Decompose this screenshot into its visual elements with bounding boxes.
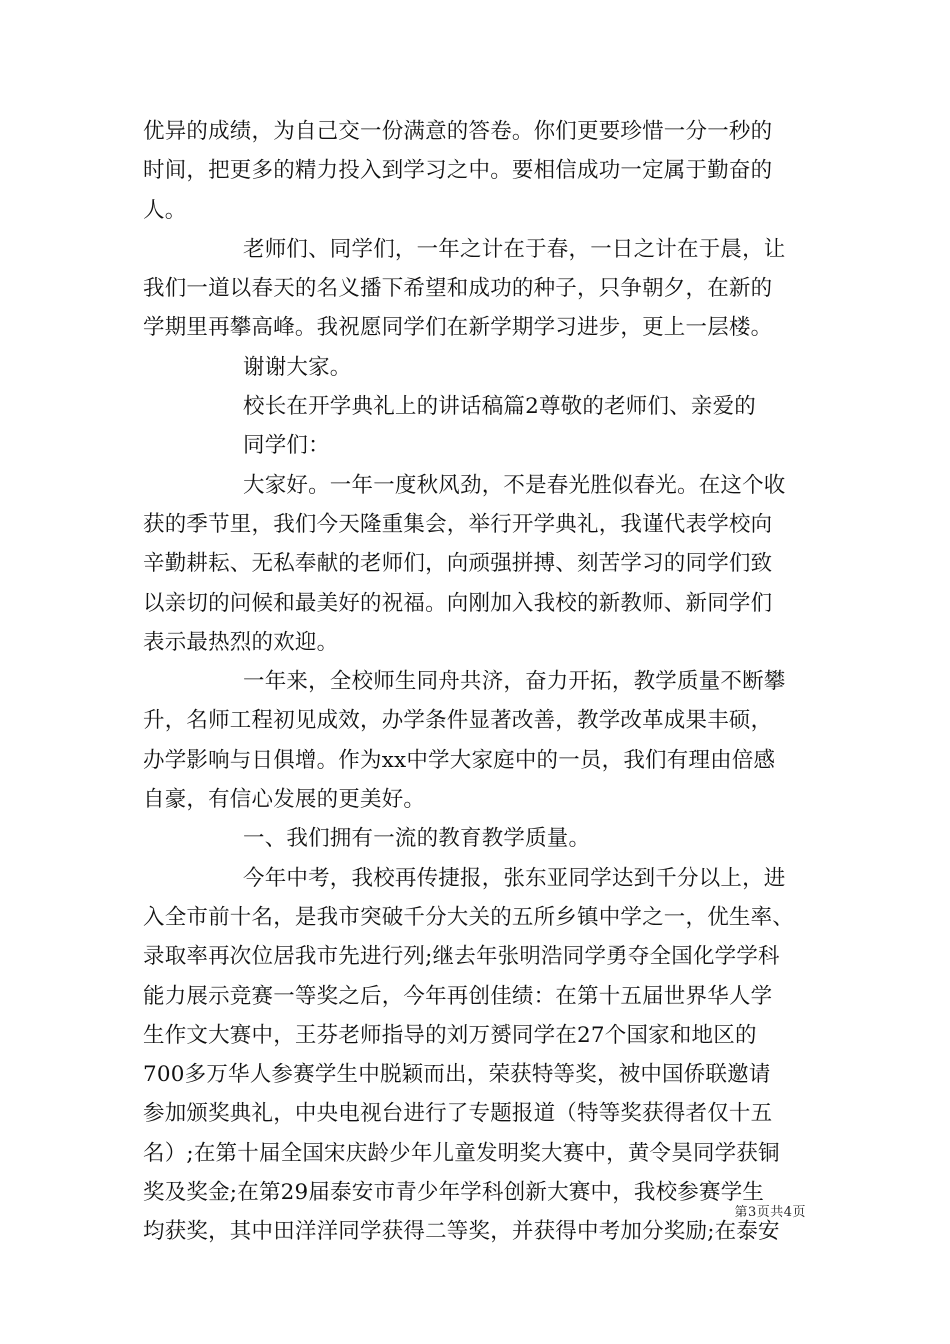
page-number: 第3页共4页 <box>734 1205 806 1220</box>
paragraph-start-line: 大家好。一年一度秋风劲，不是春光胜似春光。在这个收 <box>243 472 786 498</box>
text-line: 入全市前十名，是我市突破千分大关的五所乡镇中学之一，优生率、 <box>143 904 795 930</box>
salutation-line: 同学们： <box>243 433 330 459</box>
text-line: 学期里再攀高峰。我祝愿同学们在新学期学习进步，更上一层楼。 <box>143 315 773 341</box>
text-line: 700多万华人参赛学生中脱颖而出，荣获特等奖，被中国侨联邀请 <box>143 1062 771 1088</box>
text-line: 奖及奖金;在第29届泰安市青少年学科创新大赛中，我校参赛学生 <box>143 1180 765 1206</box>
text-line: 自豪，有信心发展的更美好。 <box>143 787 426 813</box>
text-line: 办学影响与日俱增。作为xx中学大家庭中的一员，我们有理由倍感 <box>143 747 776 773</box>
text-line: 表示最热烈的欢迎。 <box>143 629 339 655</box>
text-line: 均获奖，其中田洋洋同学获得二等奖，并获得中考加分奖励;在泰安 <box>143 1219 780 1245</box>
text-line: 生作文大赛中，王芬老师指导的刘万赟同学在27个国家和地区的 <box>143 1022 757 1048</box>
paragraph-start-line: 一年来，全校师生同舟共济，奋力开拓，教学质量不断攀 <box>243 669 786 695</box>
paragraph-start-line: 今年中考，我校再传捷报，张东亚同学达到千分以上，进 <box>243 865 786 891</box>
text-line: 名）;在第十届全国宋庆龄少年儿童发明奖大赛中，黄令昊同学获铜 <box>143 1140 780 1166</box>
text-line: 人。 <box>143 197 187 223</box>
text-line: 录取率再次位居我市先进行列;继去年张明浩同学勇夺全国化学学科 <box>143 944 780 970</box>
paragraph-start-line: 老师们、同学们，一年之计在于春，一日之计在于晨，让 <box>243 236 786 262</box>
text-line: 时间，把更多的精力投入到学习之中。要相信成功一定属于勤奋的 <box>143 158 773 184</box>
text-line: 以亲切的问候和最美好的祝福。向刚加入我校的新教师、新同学们 <box>143 590 773 616</box>
text-line: 参加颁奖典礼，中央电视台进行了专题报道（特等奖获得者仅十五 <box>143 1101 773 1127</box>
subheading-line: 一、我们拥有一流的教育教学质量。 <box>243 826 591 852</box>
text-line: 获的季节里，我们今天隆重集会，举行开学典礼，我谨代表学校向 <box>143 511 773 537</box>
text-line: 我们一道以春天的名义播下希望和成功的种子，只争朝夕，在新的 <box>143 276 773 302</box>
body-text <box>143 112 833 1252</box>
text-line: 辛勤耕耘、无私奉献的老师们，向顽强拼搏、刻苦学习的同学们致 <box>143 551 773 577</box>
text-line: 升，名师工程初见成效，办学条件显著改善，教学改革成果丰硕， <box>143 708 773 734</box>
text-line: 能力展示竞赛一等奖之后，今年再创佳绩：在第十五届世界华人学 <box>143 983 773 1009</box>
section-heading-line: 校长在开学典礼上的讲话稿篇2尊敬的老师们、亲爱的 <box>243 394 756 420</box>
paragraph-start-line: 谢谢大家。 <box>243 354 352 380</box>
text-line: 优异的成绩，为自己交一份满意的答卷。你们更要珍惜一分一秒的 <box>143 119 773 144</box>
